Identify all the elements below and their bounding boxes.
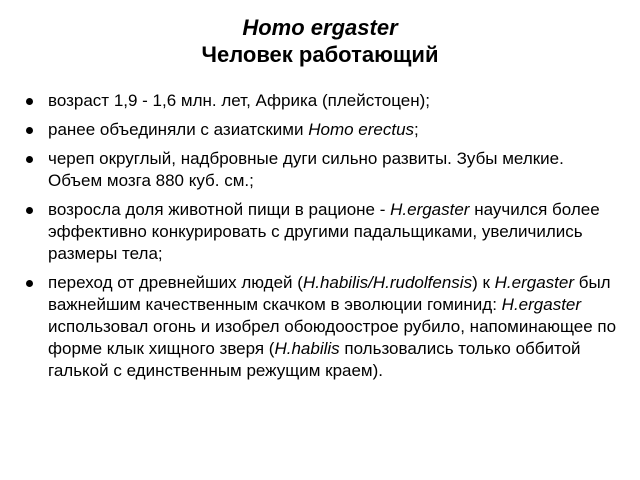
bullet-text-italic: H.habilis/H.rudolfensis: [302, 273, 473, 292]
bullet-item: [24, 148, 622, 192]
bullet-dot-icon: [26, 280, 33, 287]
title-latin-name: Homo ergaster: [242, 15, 398, 40]
bullet-text: ;: [414, 120, 419, 139]
bullet-dot-icon: [26, 207, 33, 214]
slide-title: [0, 14, 640, 68]
bullet-dot-icon: [26, 127, 33, 134]
bullet-item: [24, 272, 622, 382]
bullet-text-italic: H.ergaster: [390, 200, 470, 219]
title-russian-name: Человек работающий: [201, 42, 439, 67]
bullet-text-italic: H.ergaster: [501, 295, 582, 314]
bullet-text: ) к: [472, 273, 495, 292]
bullet-text: переход от древнейших людей (: [48, 273, 303, 292]
bullet-text: пользовались только оббитой галькой с единственным режущим краем).: [48, 339, 581, 380]
bullet-item: [24, 199, 622, 265]
bullet-text-italic: Homo erectus: [308, 120, 415, 139]
bullet-dot-icon: [26, 98, 33, 105]
bullet-text: ранее объединяли с азиатскими: [48, 120, 309, 139]
bullet-text-italic: H.habilis: [274, 339, 340, 358]
bullet-item: [24, 90, 622, 112]
bullet-text: использовал огонь и изобрел обоюдоострое рубило, напоминающее по форме клык хищного зверя (: [48, 317, 617, 358]
bullet-list: [24, 90, 622, 389]
bullet-dot-icon: [26, 156, 33, 163]
bullet-text: возросла доля животной пищи в рационе -: [48, 200, 391, 219]
bullet-item: [24, 119, 622, 141]
bullet-text: был важнейшим качественным скачком в эволюции гоминид:: [48, 273, 611, 314]
bullet-text: череп округлый, надбровные дуги сильно развиты. Зубы мелкие. Объем мозга 880 куб. см.;: [48, 149, 564, 190]
bullet-text-italic: H.ergaster: [494, 273, 574, 292]
bullet-text: научился более эффективно конкурировать с другими падальщиками, увеличились размеры тела;: [48, 200, 600, 263]
bullet-text: возраст 1,9 - 1,6 млн. лет, Африка (плейстоцен);: [48, 91, 431, 110]
